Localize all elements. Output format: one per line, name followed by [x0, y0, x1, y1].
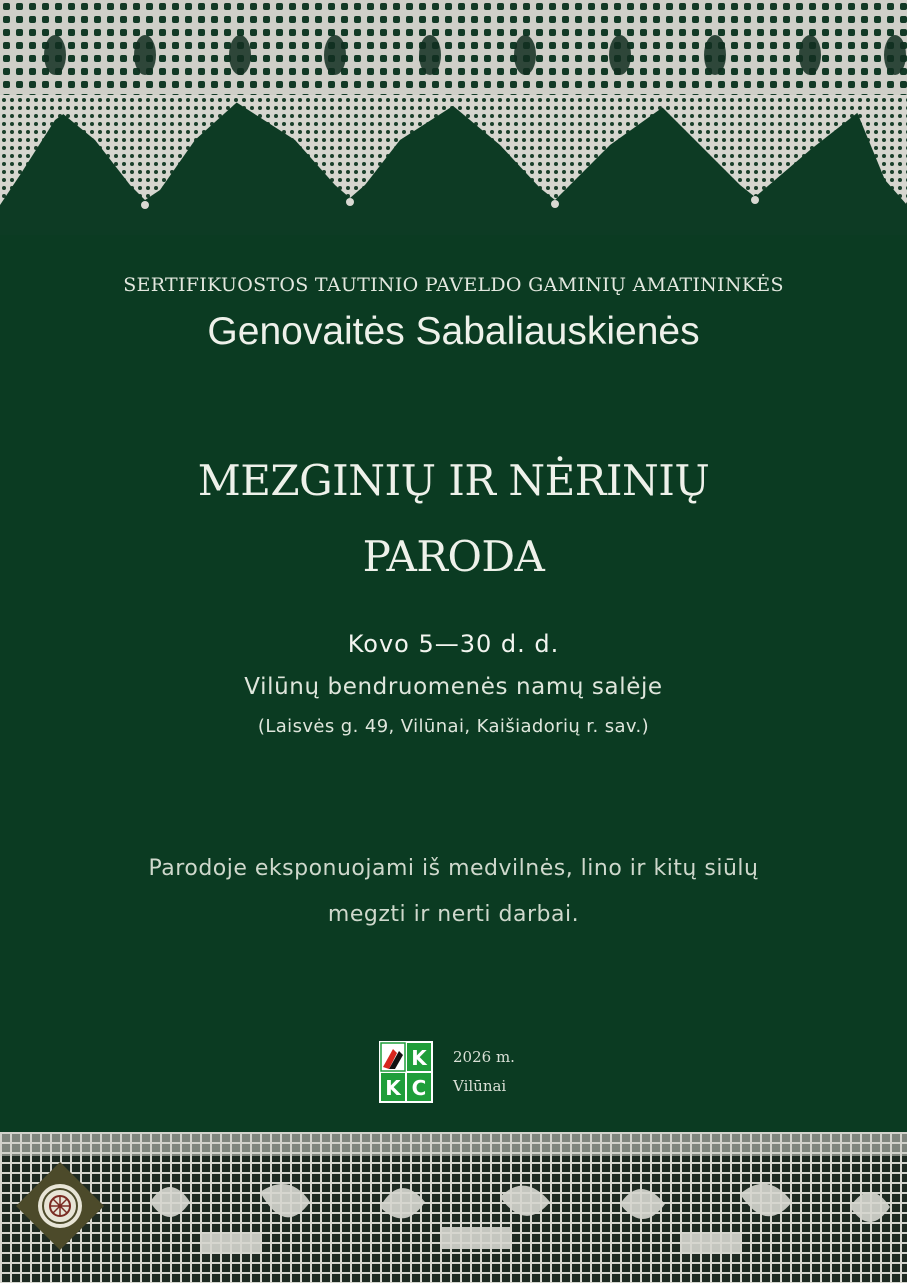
- bottom-lace-border-image: [0, 1132, 907, 1283]
- footer-place: Vilūnai: [453, 1077, 507, 1095]
- top-lace-border-image: [0, 0, 907, 235]
- logo-letter-k2: K: [385, 1076, 401, 1100]
- exhibition-title-line-2: PARODA: [362, 532, 545, 581]
- exhibition-venue: Vilūnų bendruomenės namų salėje: [244, 674, 663, 700]
- description-line-2: megzti ir nerti darbai.: [327, 902, 580, 927]
- exhibition-title-line-1: MEZGINIŲ IR NĖRINIŲ: [197, 456, 710, 505]
- heritage-badge-icon: [14, 1160, 106, 1252]
- exhibition-dates: Kovo 5—30 d. d.: [347, 630, 560, 658]
- artisan-certification-subtitle: SERTIFIKUOSTOS TAUTINIO PAVELDO GAMINIŲ AMATININKĖS: [123, 274, 784, 296]
- logo-letter-k1: K: [411, 1046, 427, 1070]
- artisan-name: Genovaitės Sabaliauskienės: [207, 310, 700, 353]
- description-line-1: Parodoje eksponuojami iš medvilnės, lino ir kitų siūlų: [148, 856, 759, 881]
- logo-letter-c: C: [411, 1076, 427, 1100]
- venue-address: (Laisvės g. 49, Vilūnai, Kaišiadorių r. sav.): [257, 716, 650, 737]
- kkc-logo-icon: [379, 1041, 433, 1103]
- exhibition-description: [0, 846, 907, 938]
- footer-year: 2026 m.: [453, 1048, 515, 1066]
